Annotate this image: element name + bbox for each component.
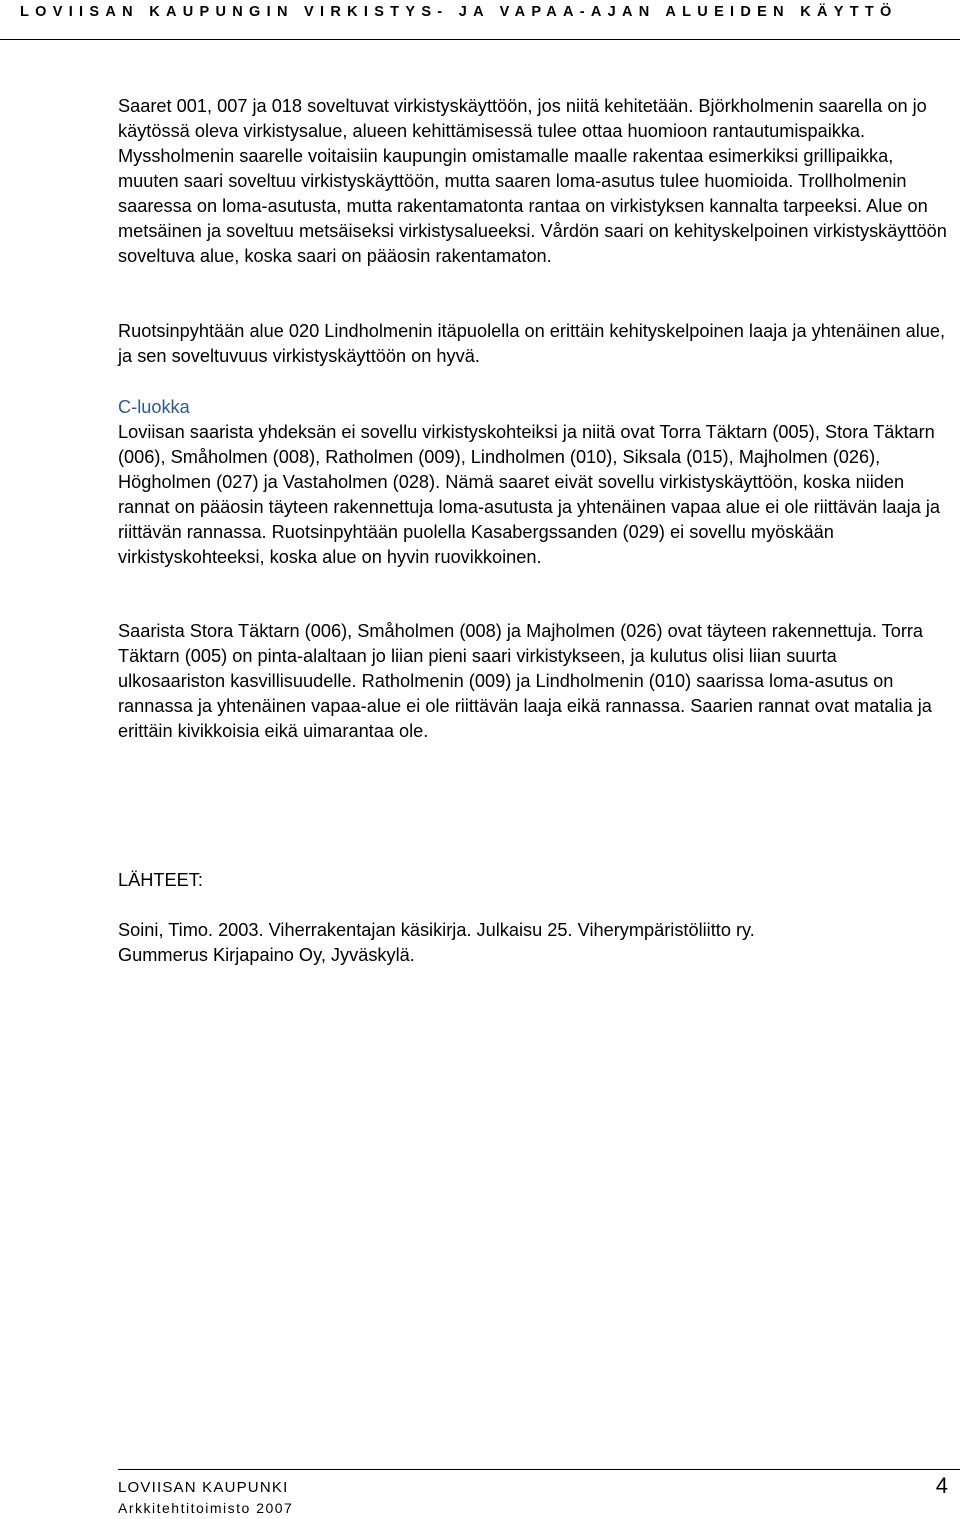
source-entry-line-1: Soini, Timo. 2003. Viherrakentajan käsikirja. Julkaisu 25. Viherympäristöliitto ry.: [118, 920, 755, 940]
sources-heading: LÄHTEET:: [118, 870, 203, 890]
footer-organization: LOVIISAN KAUPUNKI: [118, 1479, 289, 1496]
header-divider: [0, 39, 960, 40]
paragraph-ruotsinpyhtaa-area: Ruotsinpyhtään alue 020 Lindholmenin itäpuolella on erittäin kehityskelpoinen laaja ja yhtenäinen alue, ja sen soveltuvuus virkistyskäyttöön on hyvä.: [118, 321, 946, 366]
paragraph-built-islands: Saarista Stora Täktarn (006), Småholmen (008) ja Majholmen (026) ovat täyteen rakennettuja. Torra Täktarn (005) on pinta-alaltaan jo liian pieni saari virkistykseen, ja kulutus olisi liian suurta ulkosaariston kasvillisuudelle. Ratholmenin (009) ja Lindholmenin (010) saarissa loma-asutus on rannassa ja yhtenäinen vapaa-alue ei ole riittävän laaja eikä rannassa. Saarien rannat ovat matalia ja erittäin kivikkoisia eikä uimarantaa ole.: [118, 621, 932, 741]
source-entry-line-2: Gummerus Kirjapaino Oy, Jyväskylä.: [118, 945, 415, 965]
paragraph-c-class-islands: Loviisan saarista yhdeksän ei sovellu virkistyskohteiksi ja niitä ovat Torra Täktarn (005), Stora Täktarn (006), Småholmen (008), Ratholmen (009), Lindholmen (010), Siksala (015), Majholmen (026), Högholmen (027) ja Vastaholmen (028). Nämä saaret eivät sovellu virkistyskäyttöön, koska niiden rannat on pääosin täyteen rakennettuja loma-asutusta ja yhtenäinen vapaa alue ei ole riittävän laaja ja riittävän rannassa. Ruotsinpyhtään puolella Kasabergssanden (029) ei sovellu myöskään virkistyskohteeksi, koska alue on hyvin ruovikkoinen.: [118, 422, 941, 567]
footer-office: Arkkitehtitoimisto 2007: [118, 1500, 294, 1516]
running-header: LOVIISAN KAUPUNGIN VIRKISTYS- JA VAPAA-AJAN ALUEIDEN KÄYTTÖ: [20, 4, 898, 20]
paragraph-b-class-islands: Saaret 001, 007 ja 018 soveltuvat virkistyskäyttöön, jos niitä kehitetään. Björkholmenin saarella on jo käytössä oleva virkistysalue, alueen kehittämisessä tulee ottaa huomioon rantautumispaikka. Myssholmenin saarelle voitaisiin kaupungin omistamalle maalle rakentaa esimerkiksi grillipaikka, muuten saari soveltuu virkistyskäyttöön, mutta saaren loma-asutus tulee huomioida. Trollholmenin saaressa on loma-asutusta, mutta rakentamatonta rantaa on virkistyksen kannalta tarpeeksi. Alue on metsäinen ja soveltuu metsäiseksi virkistysalueeksi. Vårdön saari on kehityskelpoinen virkistyskäyttöön soveltuva alue, koska saari on pääosin rakentamaton.: [118, 96, 947, 266]
page-number: 4: [935, 1473, 948, 1498]
c-class-section: [118, 395, 948, 570]
c-class-heading: C-luokka: [118, 397, 190, 417]
footer-divider: [118, 1469, 960, 1470]
sources-list: [118, 918, 948, 968]
